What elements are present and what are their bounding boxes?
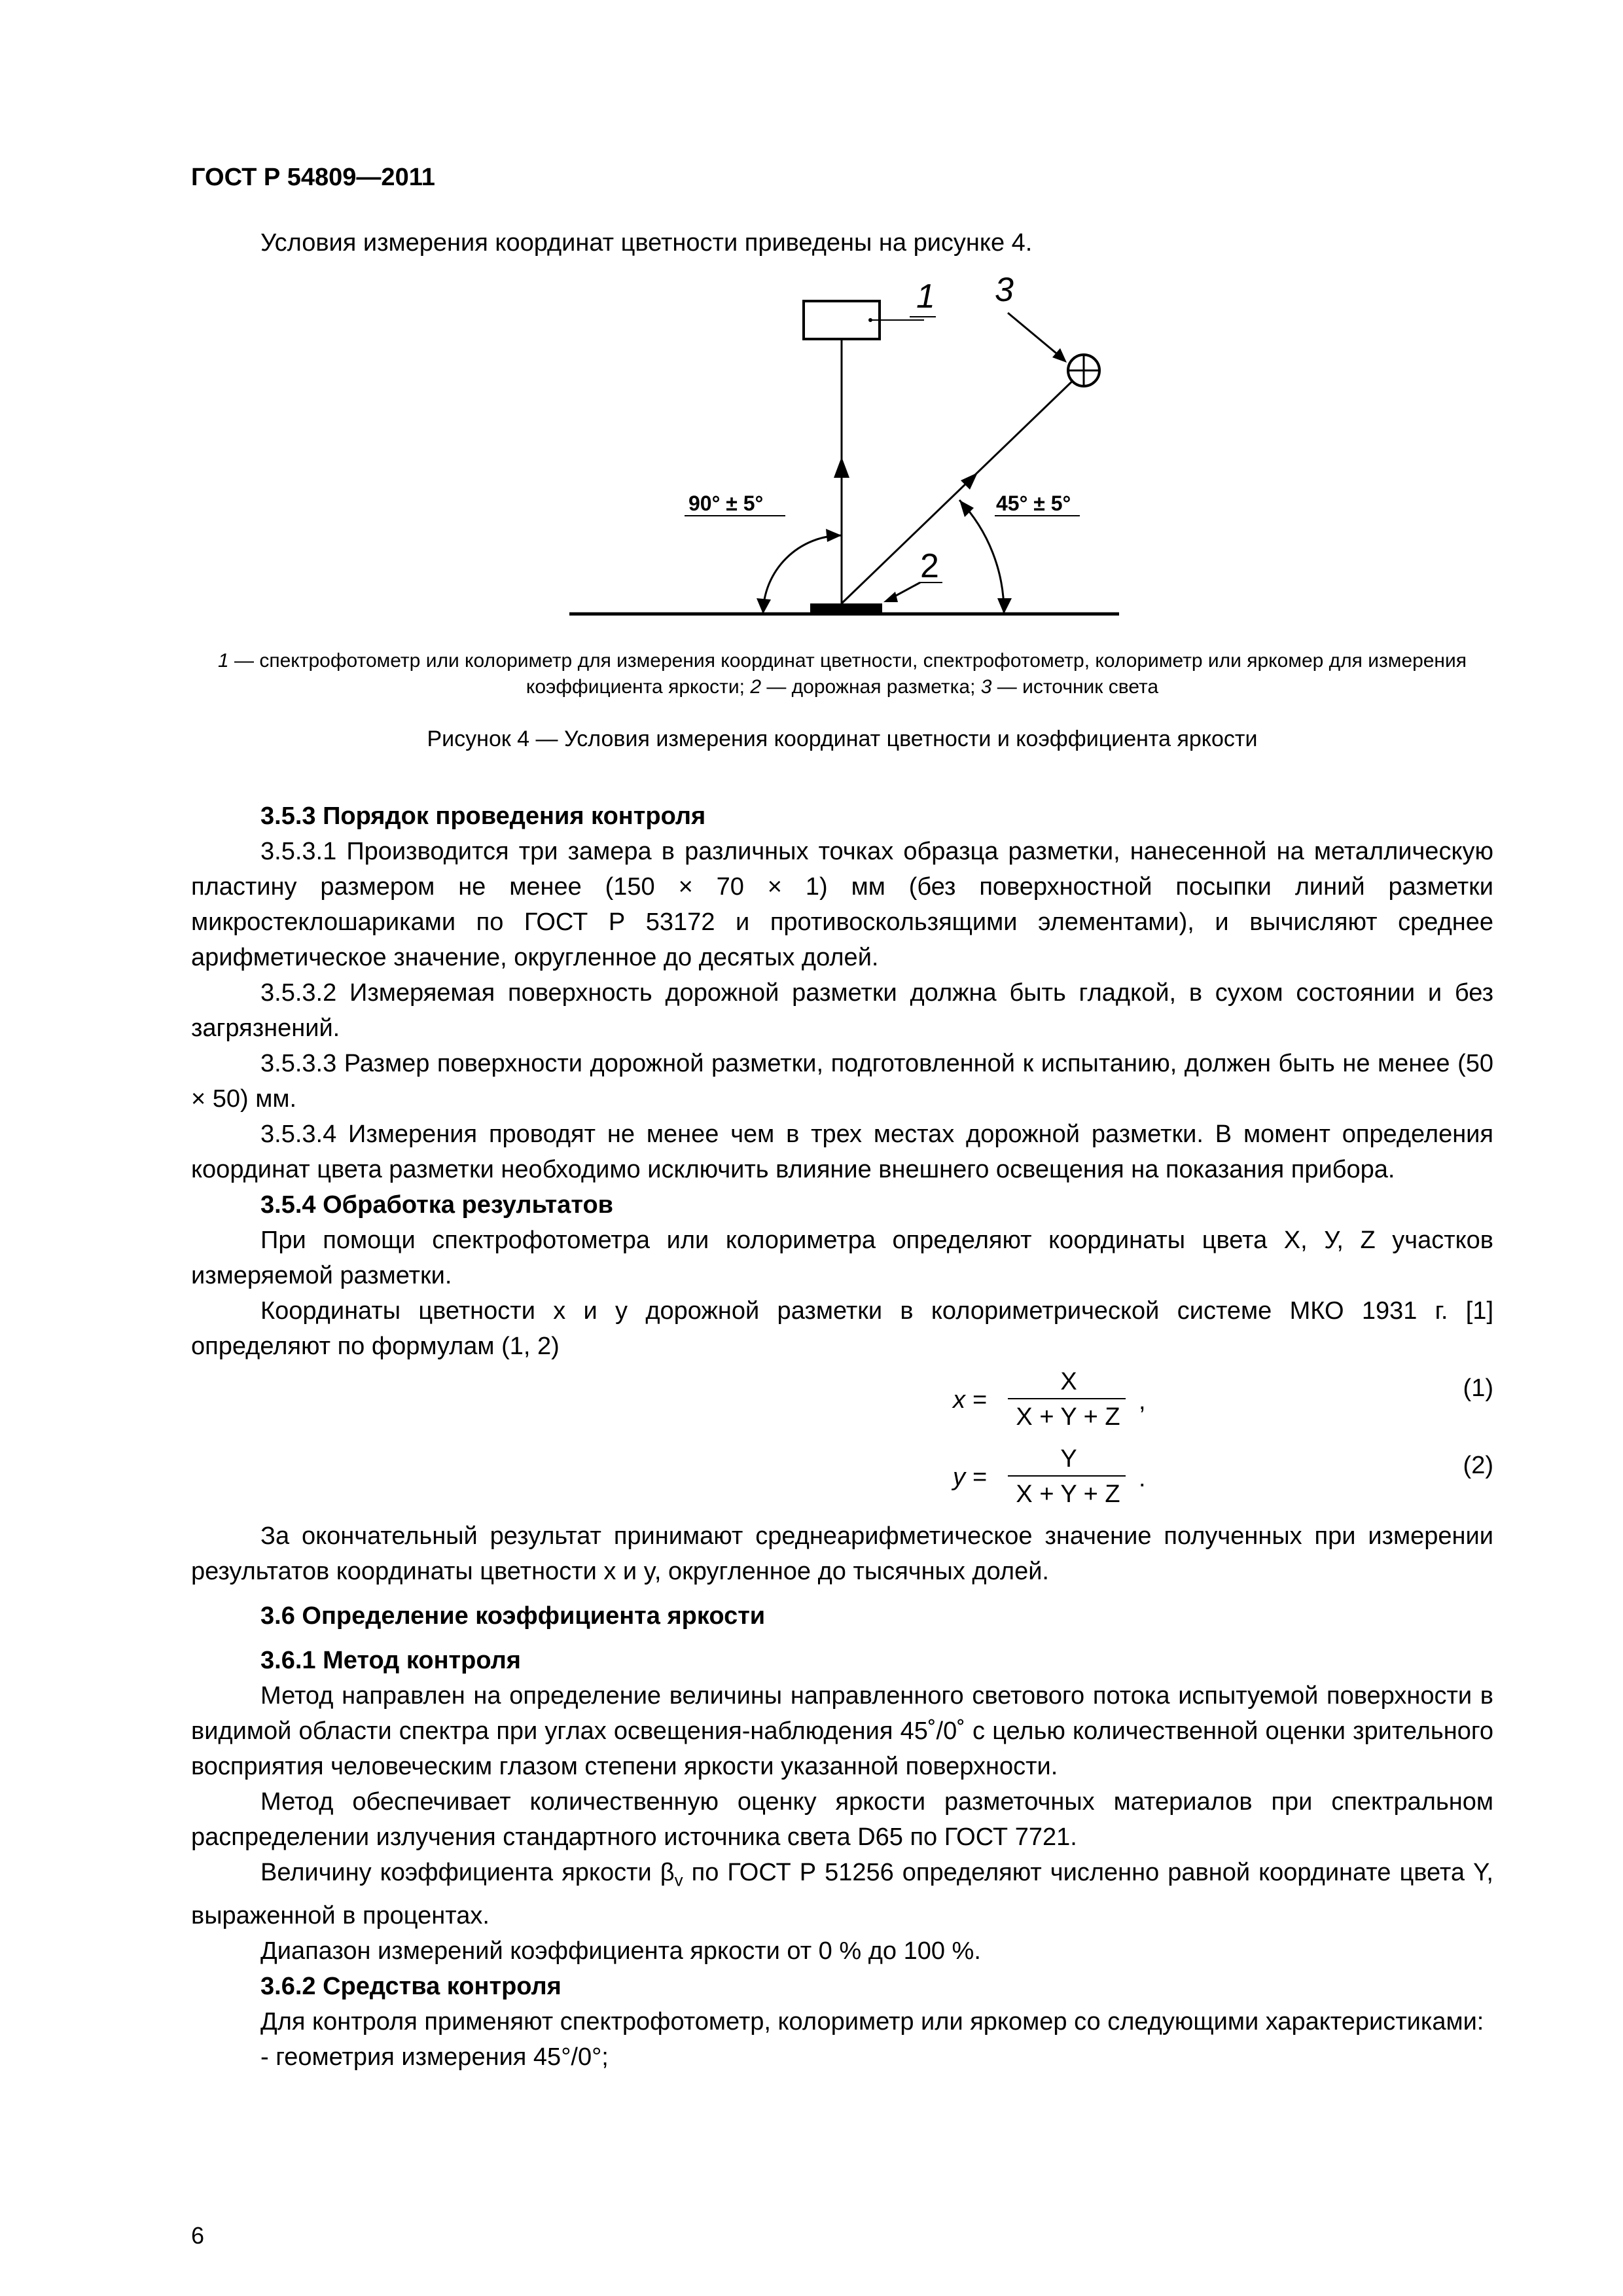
- paragraph-3-5-3-2: 3.5.3.2 Измеряемая поверхность дорожной разметки должна быть гладкой, в сухом состоянии и без загрязнений.: [191, 979, 1493, 1042]
- illumination-line: [842, 378, 1075, 603]
- paragraph-3-5-4-3: За окончательный результат принимают среднеарифметическое значение полученных при измерении результатов координаты цветности x и y, округленное до тысячных долей.: [191, 1522, 1493, 1585]
- section-3-5-3-heading: 3.5.3 Порядок проведения контроля: [260, 802, 706, 830]
- legend-num-2: 2: [750, 676, 761, 698]
- beta-subscript: v: [674, 1870, 683, 1890]
- paragraph-3-6-1-1: Метод направлен на определение величины направленного светового потока испытуемой поверхности в видимой области спектра при углах освещения-наблюдения 45˚/0˚ с целью количественной оценки зрительного восприятия человеческим глазом степени яркости указанной поверхности.: [191, 1682, 1493, 1780]
- paragraph-3-5-4-2: Координаты цветности x и y дорожной разметки в колориметрической системе МКО 1931 г. [1] определяют по формулам (1, 2): [191, 1297, 1493, 1360]
- formula-1-variable: x =: [953, 1386, 987, 1414]
- observation-arrow-icon: [834, 457, 849, 478]
- paragraph-3-6-1-3-end: по ГОСТ Р 51256 определяют численно равной координате цвета Y, выраженной в процентах.: [191, 1859, 1493, 1929]
- paragraph-3-6-1-4: Диапазон измерений коэффициента яркости от 0 % до 100 %.: [260, 1937, 981, 1965]
- formula-2-tail: .: [1139, 1465, 1146, 1492]
- formula-1: [191, 1364, 1493, 1441]
- angle-arc-left: [763, 535, 842, 614]
- document-header: ГОСТ Р 54809—2011: [191, 164, 435, 191]
- paragraph-3-5-3-1: 3.5.3.1 Производится три замера в различных точках образца разметки, нанесенной на металлическую пластину размером не менее (150 × 70 × 1) мм (без поверхностной посыпки линий разметки микростеклошариками по ГОСТ Р 53172 и противоскользящими элементами), и вычисляют среднее арифметическое значение, округленное до десятых долей.: [191, 838, 1493, 971]
- figure-caption: Рисунок 4 — Условия измерения координат цветности и коэффициента яркости: [427, 726, 1258, 751]
- paragraph-3-6-1-3: [191, 1855, 1493, 1933]
- formula-1-denominator: X + Y + Z: [1016, 1403, 1120, 1431]
- paragraph-3-6-1-2: Метод обеспечивает количественную оценку яркости разметочных материалов при спектральном распределении излучения стандартного источника света D65 по ГОСТ 7721.: [191, 1788, 1493, 1851]
- paragraph-3-5-3-4: 3.5.3.4 Измерения проводят не менее чем в трех местах дорожной разметки. В момент определения координат цвета разметки необходимо исключить влияние внешнего освещения на показания прибора.: [191, 1121, 1493, 1183]
- instrument-box: [804, 301, 880, 339]
- figure-legend: [191, 648, 1493, 700]
- figure-label-1: 1: [916, 278, 935, 315]
- list-item-geometry: - геометрия измерения 45°/0°;: [260, 2043, 609, 2071]
- paragraph-3-6-2-1: Для контроля применяют спектрофотометр, колориметр или яркомер со следующими характеристиками:: [260, 2007, 1484, 2036]
- paragraph-3-5-3-3: 3.5.3.3 Размер поверхности дорожной разметки, подготовленной к испытанию, должен быть не менее (50 × 50) мм.: [191, 1050, 1493, 1113]
- formula-2-denominator: X + Y + Z: [1016, 1480, 1120, 1508]
- road-marking-sample: [810, 603, 882, 614]
- section-3-6-heading: 3.6 Определение коэффициента яркости: [260, 1602, 766, 1630]
- section-3-5-4-heading: 3.5.4 Обработка результатов: [260, 1191, 614, 1219]
- legend-num-1: 1: [217, 650, 229, 672]
- legend-num-3: 3: [980, 676, 992, 698]
- formula-2-variable: y =: [953, 1463, 987, 1491]
- formula-1-numerator: X: [1060, 1368, 1077, 1395]
- document-body: [191, 798, 1493, 2075]
- formula-2-number: (2): [1463, 1452, 1493, 1479]
- legend-text-3: — источник света: [991, 676, 1159, 698]
- figure-label-2: 2: [920, 547, 939, 585]
- paragraph-3-5-4-1: При помощи спектрофотометра или колориметра определяют координаты цвета X, У, Z участков измеряемой разметки.: [191, 1227, 1493, 1289]
- legend-text-2: — дорожная разметка;: [761, 676, 981, 698]
- angle-arc-right: [959, 500, 1004, 614]
- intro-text: Условия измерения координат цветности приведены на рисунке 4.: [260, 229, 1033, 257]
- angle-label-left: 90° ± 5°: [688, 492, 764, 515]
- page-number: 6: [191, 2222, 205, 2249]
- section-3-6-2-heading: 3.6.2 Средства контроля: [260, 1972, 562, 2000]
- figure-4-diagram: [563, 275, 1126, 628]
- formula-1-number: (1): [1463, 1374, 1493, 1402]
- formula-2-numerator: Y: [1060, 1445, 1077, 1473]
- formula-1-tail: ,: [1139, 1388, 1146, 1415]
- section-3-6-1-heading: 3.6.1 Метод контроля: [260, 1647, 521, 1674]
- formula-2: [191, 1441, 1493, 1518]
- angle-label-right: 45° ± 5°: [996, 492, 1071, 515]
- paragraph-3-6-1-3-start: Величину коэффициента яркости β: [260, 1859, 675, 1886]
- legend-text-1: — спектрофотометр или колориметр для измерения координат цветности, спектрофотометр, колориметр или яркомер для измерения коэффициента яркости;: [228, 650, 1467, 698]
- figure-label-3: 3: [995, 275, 1014, 309]
